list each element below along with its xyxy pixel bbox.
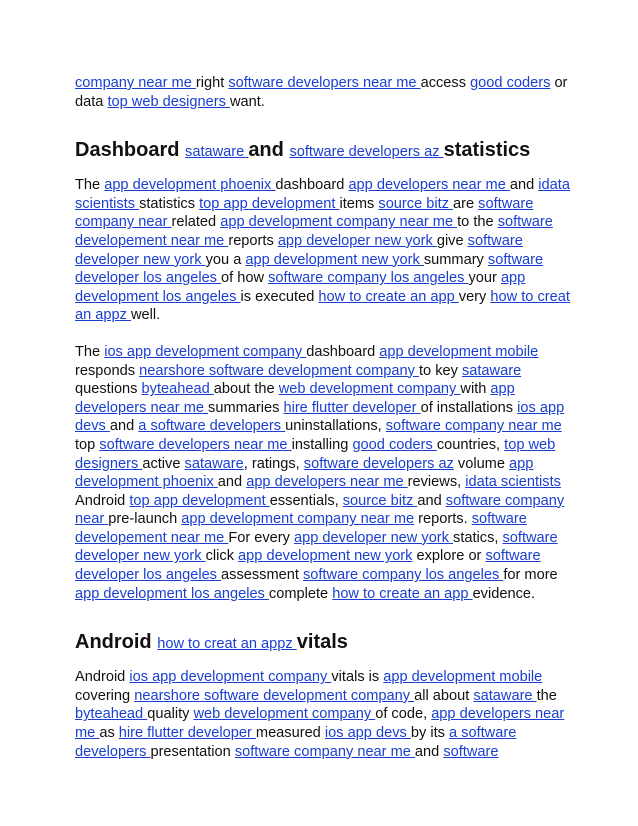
inline-link[interactable]: idata scientists — [465, 474, 561, 491]
inline-link[interactable]: source bitz — [342, 492, 418, 509]
inline-link[interactable]: app development company near me — [181, 511, 415, 528]
text-run: evidence. — [472, 585, 536, 602]
text-run: by its — [410, 725, 449, 742]
text-run: covering — [75, 687, 135, 704]
text-run: is executed — [240, 288, 319, 305]
inline-link[interactable]: hire flutter developer — [118, 725, 256, 742]
text-run: of installations — [420, 399, 518, 416]
inline-link[interactable]: ios app development company — [104, 343, 307, 360]
text-run: Dashboard — [75, 139, 186, 162]
inline-link[interactable]: a software developers — [138, 418, 286, 435]
text-run: responds — [75, 362, 140, 379]
inline-link[interactable]: app developers near me — [246, 474, 408, 491]
text-run: and — [509, 177, 539, 194]
inline-link[interactable]: app development los angeles — [75, 585, 269, 602]
text-run: you a — [205, 251, 246, 268]
text-run: The — [75, 343, 105, 360]
text-run: Android — [75, 669, 130, 686]
inline-link[interactable]: app development phoenix — [104, 177, 276, 194]
text-run: right — [195, 75, 229, 91]
inline-link[interactable]: software developers near me — [99, 436, 292, 453]
inline-link[interactable]: company near me — [75, 75, 196, 91]
inline-link[interactable]: software company near me — [385, 418, 562, 435]
text-run: click — [205, 548, 239, 565]
inline-link[interactable]: software developement near me — [75, 214, 553, 249]
inline-link[interactable]: sataware — [184, 455, 244, 472]
text-run: for more — [503, 567, 558, 584]
inline-link[interactable]: software company los angeles — [302, 567, 504, 584]
text-run: statistics — [443, 139, 531, 162]
inline-link[interactable]: sataware — [185, 144, 249, 161]
text-run: well. — [131, 307, 161, 324]
text-run: very — [458, 288, 491, 305]
inline-link[interactable]: software developers az — [289, 144, 444, 161]
text-run: the — [536, 687, 557, 704]
text-run: about the — [213, 381, 279, 398]
text-run: reports — [228, 232, 278, 249]
inline-link[interactable]: nearshore software development company — [134, 687, 415, 704]
inline-link[interactable]: byteahead — [141, 381, 214, 398]
text-run: assessment — [221, 567, 303, 584]
inline-link[interactable]: good coders — [352, 436, 437, 453]
inline-link[interactable]: a software developers — [75, 725, 517, 760]
inline-link[interactable]: how to creat an appz — [75, 288, 570, 324]
text-run: of how — [221, 270, 269, 287]
text-run: installing — [291, 436, 353, 453]
inline-link[interactable]: app development mobile — [379, 343, 539, 360]
text-run: active — [142, 455, 185, 472]
inline-link[interactable]: top web designers — [75, 436, 556, 472]
inline-link[interactable]: app development mobile — [383, 669, 543, 686]
text-run: as — [99, 725, 119, 742]
inline-link[interactable]: app developers near me — [348, 177, 510, 194]
text-run: statics, — [453, 529, 503, 546]
text-run: vitals is — [331, 669, 384, 686]
text-run: volume — [453, 455, 510, 472]
inline-link[interactable]: app development new york — [238, 548, 413, 565]
inline-link[interactable]: ios app development company — [129, 669, 332, 686]
text-run: dashboard — [275, 177, 349, 194]
inline-link[interactable]: ios app devs — [324, 725, 411, 742]
inline-link[interactable]: software company near me — [234, 743, 415, 760]
inline-link[interactable]: how to create an app — [318, 288, 459, 305]
inline-link[interactable]: top app development — [129, 492, 270, 509]
inline-link[interactable]: top app development — [199, 195, 340, 212]
text-run: Android — [75, 492, 130, 509]
inline-link[interactable]: software developer new york — [75, 232, 523, 268]
text-run: questions — [75, 381, 142, 398]
text-run: pre-launch — [108, 511, 182, 528]
inline-link[interactable]: app developer new york — [277, 232, 437, 249]
text-run: to the — [457, 214, 498, 231]
inline-link[interactable]: how to creat an appz — [157, 636, 297, 653]
inline-link[interactable]: sataware — [473, 687, 537, 704]
inline-link[interactable]: nearshore software development company — [139, 362, 419, 379]
inline-link[interactable]: software developer new york — [75, 529, 558, 565]
text-run: quality — [147, 706, 194, 723]
inline-link[interactable]: top web designers — [107, 93, 230, 110]
text-run: give — [436, 232, 468, 249]
text-run: access — [420, 75, 471, 91]
inline-link[interactable]: ios app devs — [75, 399, 565, 435]
inline-link[interactable]: source bitz — [378, 195, 454, 212]
text-run: and — [414, 743, 444, 760]
text-run: Android — [75, 631, 158, 654]
inline-link[interactable]: app developer new york — [294, 529, 454, 546]
section-heading-dashboard — [75, 137, 570, 165]
inline-link[interactable]: software — [443, 743, 499, 760]
text-run: summary — [423, 251, 488, 268]
text-run: and — [217, 474, 247, 491]
inline-link[interactable]: software company los angeles — [268, 270, 469, 287]
text-run: For every — [228, 529, 295, 546]
text-run: vitals — [296, 631, 348, 654]
inline-link[interactable]: software developer los angeles — [75, 548, 541, 584]
inline-link[interactable]: software developers near me — [228, 75, 421, 91]
text-run: complete — [268, 585, 333, 602]
text-run: to key — [418, 362, 462, 379]
text-run: , ratings, — [243, 455, 304, 472]
text-run: your — [468, 270, 501, 287]
text-run: measured — [255, 725, 325, 742]
text-run: countries, — [436, 436, 505, 453]
section-heading-android — [75, 629, 570, 657]
text-run: reports. — [414, 511, 472, 528]
text-run: uninstallations, — [285, 418, 386, 435]
inline-link[interactable]: good coders — [470, 75, 551, 91]
text-run: top — [75, 436, 100, 453]
inline-link[interactable]: web development company — [278, 381, 461, 398]
text-run: want. — [229, 93, 265, 110]
inline-link[interactable]: hire flutter developer — [283, 399, 421, 416]
inline-link[interactable]: idata scientists — [75, 177, 570, 212]
text-run: explore or — [412, 548, 486, 565]
inline-link[interactable]: byteahead — [75, 706, 148, 723]
text-run: and — [248, 139, 290, 162]
text-run: dashboard — [306, 343, 380, 360]
text-run: all about — [414, 687, 474, 704]
inline-link[interactable]: software company near — [75, 492, 565, 528]
inline-link[interactable]: software company near — [75, 195, 534, 231]
inline-link[interactable]: software developer los angeles — [75, 251, 544, 287]
inline-link[interactable]: app developers near me — [75, 706, 565, 742]
intro-paragraph — [75, 74, 570, 111]
text-run: statistics — [139, 195, 200, 212]
inline-link[interactable]: app developers near me — [75, 381, 515, 416]
inline-link[interactable]: web development company — [193, 706, 376, 723]
body-paragraph — [75, 668, 570, 761]
inline-link[interactable]: app development company near me — [220, 214, 458, 231]
text-run: are — [453, 195, 479, 212]
text-run: with — [460, 381, 491, 398]
text-run: and — [417, 492, 446, 509]
document-page — [75, 74, 570, 761]
text-run: essentials, — [269, 492, 343, 509]
inline-link[interactable]: app development los angeles — [75, 270, 526, 305]
body-paragraph — [75, 176, 570, 325]
text-run: items — [339, 195, 379, 212]
inline-link[interactable]: sataware — [461, 362, 522, 379]
text-run: The — [75, 177, 105, 194]
text-run: and — [109, 418, 139, 435]
text-run: presentation — [150, 743, 235, 760]
inline-link[interactable]: software developers az — [303, 455, 454, 472]
inline-link[interactable]: app development phoenix — [75, 455, 534, 491]
body-paragraph — [75, 343, 570, 603]
text-run: reviews, — [407, 474, 466, 491]
text-run: of code, — [375, 706, 432, 723]
text-run: related — [171, 214, 221, 231]
text-run: or data — [75, 75, 568, 110]
inline-link[interactable]: software developement near me — [75, 511, 527, 546]
inline-link[interactable]: how to create an app — [332, 585, 473, 602]
text-run: summaries — [208, 399, 284, 416]
inline-link[interactable]: app development new york — [245, 251, 424, 268]
